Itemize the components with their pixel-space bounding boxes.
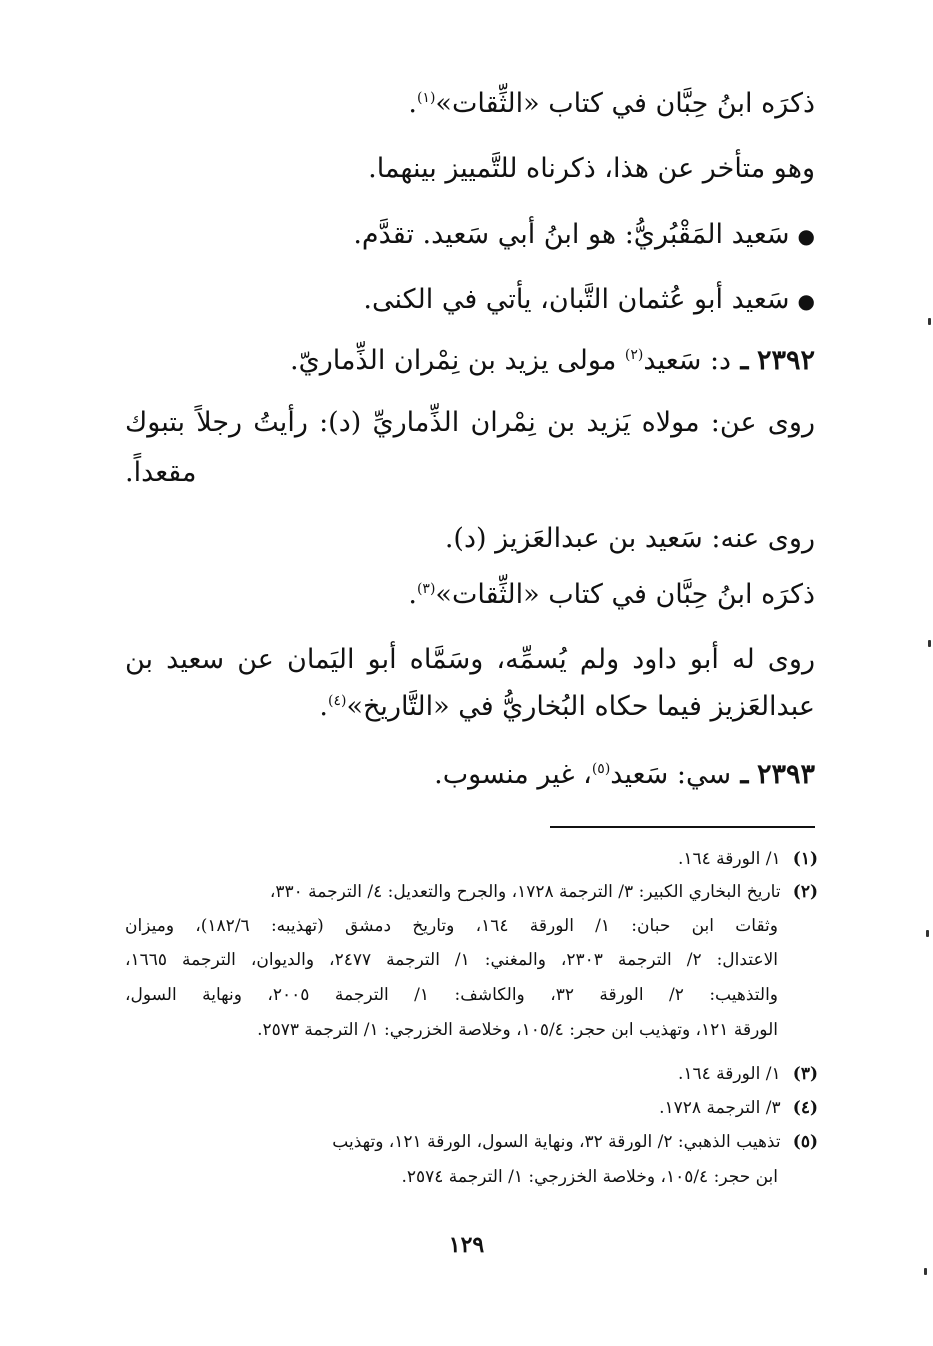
footnote-1: (١) ١/ الورقة ١٦٤. [677, 849, 818, 869]
footnote-2-line: الاعتدال: ٢/ الترجمة ٢٣٠٣، والمغني: ١/ الترجمة ٢٤٧٧، والديوان، الترجمة ١٦٦٥، [125, 950, 779, 970]
footnote-ref: (٥) [591, 761, 611, 777]
scan-speck [928, 640, 931, 647]
footnote-3: (٣) ١/ الورقة ١٦٤. [677, 1064, 818, 1084]
scan-speck [924, 1268, 927, 1275]
text-line: روى عن: مولاه يَزيد بن نِمْران الذِّماريِّ (د): رأيتُ رجلاً بتبوك [125, 407, 815, 438]
entry-heading: ٢٣٩٢ ـ د: سَعيد$^{(٢)}$ مولى يزيد بن نِمْران الذِّماريّ. [289, 345, 815, 376]
footnote-2-line: الورقة ١٢١، وتهذيب ابن حجر: ١٠٥/٤، وخلاصة الخزرجي: ١/ الترجمة ٢٥٧٣. [257, 1020, 778, 1040]
footnote-ref: (٤) [328, 693, 347, 709]
text-line: ذكرَه ابنُ حِبَّان في كتاب «الثِّقات»$^{(١)}$. [408, 88, 815, 119]
footnote-2: (٢) تاريخ البخاري الكبير: ٣/ الترجمة ١٧٢٨، والجرح والتعديل: ٤/ الترجمة ٣٣٠، [269, 882, 818, 902]
footnote-ref: (٢) [624, 347, 644, 363]
entry-number: ٢٣٩٢ [756, 345, 815, 376]
entry-code: د [719, 345, 732, 376]
entry-heading: ٢٣٩٣ ـ سي: سَعيد$^{(٥)}$، غير منسوب. [434, 759, 815, 790]
footnote-ref: (١) [416, 90, 436, 106]
entry-code: سي [685, 759, 732, 790]
page-number: ١٢٩ [448, 1232, 485, 1258]
scan-speck [926, 930, 929, 937]
text-line: مقعداً. [125, 457, 197, 488]
footnote-5-line: ابن حجر: ١٠٥/٤، وخلاصة الخزرجي: ١/ الترجمة ٢٥٧٤. [401, 1167, 778, 1187]
footnote-2-line: والتذهيب: ٢/ الورقة ٣٢، والكاشف: ١/ الترجمة ٢٠٠٥، ونهاية السول، [125, 985, 779, 1005]
footnote-5: (٥) تذهيب الذهبي: ٢/ الورقة ٣٢، ونهاية السول، الورقة ١٢١، وتهذيب [332, 1132, 818, 1152]
footnote-separator [550, 826, 815, 828]
entry-name: سَعيد [643, 345, 702, 376]
entry-number: ٢٣٩٣ [756, 759, 815, 790]
text-line-bulleted: ● سَعيد المَقْبُريُّ: هو ابنُ أبي سَعيد. تقدَّم. [353, 216, 815, 255]
scan-speck [928, 318, 931, 325]
text-line-bulleted: ● سَعيد أبو عُثمان التَّبان، يأتي في الكنى. [363, 281, 815, 320]
text-line: روى له أبو داود ولم يُسمِّه، وسَمَّاه أبو اليَمان عن سعيد بن [125, 644, 815, 675]
text-line: عبدالعَزيز فيما حكاه البُخاريُّ في «التَّاريخ»$^{(٤)}$. [319, 691, 815, 722]
footnote-ref: (٣) [416, 581, 436, 597]
text-line: ذكرَه ابنُ حِبَّان في كتاب «الثِّقات»$^{(٣)}$. [408, 579, 815, 610]
footnote-2-line: وثقات ابن حبان: ١/ الورقة ١٦٤، وتاريخ دمشق (تهذيبه: ١٨٢/٦)، وميزان [125, 916, 778, 936]
entry-name: سَعيد [610, 759, 669, 790]
text-line: وهو متأخر عن هذا، ذكرناه للتَّمييز بينهما. [368, 153, 815, 184]
footnote-4: (٤) ٣/ الترجمة ١٧٢٨. [659, 1098, 818, 1118]
text-line: روى عنه: سَعيد بن عبدالعَزيز (د). [444, 523, 815, 554]
